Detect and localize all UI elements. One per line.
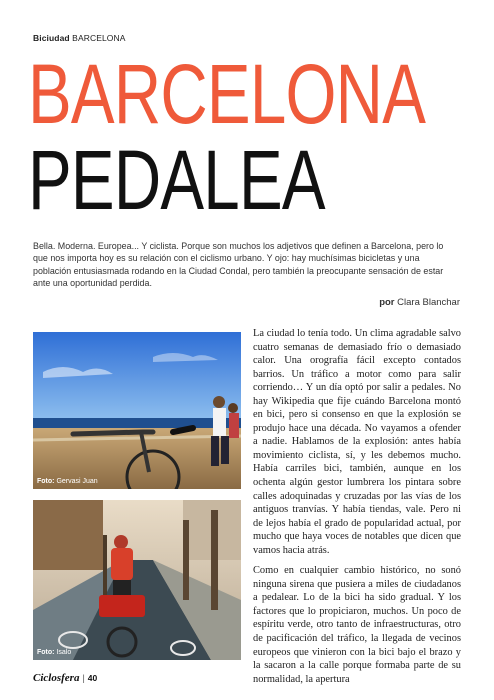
headline-line-2: PEDALEA — [28, 133, 325, 227]
body-paragraph: Como en cualquier cambio histórico, no sonó ninguna sirena que pusiera a miles de ciudadanos a pedalear. Lo de la bici ha sido gradual. Y los factores que lo propiciaron, muchos. Un poco de espíritu verde, otro tanto de infraestructuras, otro de pacificación del tráfico, la llegada de vecinos europeos que vinieron con la bici bajo el brazo y la sacaron a la calle porque formaba parte de su normalidad, la apertura — [253, 565, 461, 685]
footer-separator: | — [82, 673, 85, 683]
page-number: 40 — [87, 673, 98, 683]
page-footer — [33, 672, 97, 684]
article-body — [253, 327, 461, 693]
headline-line-1: BARCELONA — [28, 47, 426, 141]
beach-illustration — [33, 332, 241, 489]
byline-author: Clara Blanchar — [397, 297, 460, 308]
section-city: BARCELONA — [72, 33, 126, 43]
section-label: Biciudad — [33, 33, 70, 43]
byline-por: por — [379, 297, 395, 308]
photo-caption: Foto: Gervasi Juan — [37, 478, 98, 485]
section-header — [33, 33, 126, 43]
photo-caption: Foto: Isalo — [37, 649, 72, 656]
body-paragraph: La ciudad lo tenía todo. Un clima agradable salvo cuatro semanas de demasiado frío o demasiado calor. Una orografía fácil excepto contados barrios. Un tráfico a motor como para salir corriendo… Y un día optó por salir a pedales. No hay Wikipedia que fije cuándo Barcelona montó en bici, pero si consenso en que la explosión se produjo hace una década. No vayamos a ofender a nadie. Hablamos de la explosión: antes había movimiento ciclista, sí, y les debemos mucho. Había carriles bici, también, aunque en los ochenta algún gestor lumbrera los pintara sobre calles adoquinadas y cruzadas por las vías de los antiguos tranvías. Y había tiendas, vale. Pero ni de lejos había el grado de popularidad actual, por mucho que haya voces de notables que dicen que vamos hacia atrás. — [253, 328, 461, 556]
lead-paragraph: Bella. Moderna. Europea... Y ciclista. Porque son muchos los adjetivos que definen a Barcelona, pero lo que nos importa hoy es su relación con el ciclismo urbano. Y ojo: hay muchísimas bicicletas y una población entusiasmada rodando en la Ciudad Condal, pero también la preocupante sensación de estar ante una oportunidad perdida. — [33, 241, 444, 289]
magazine-logo: Ciclosfera — [33, 672, 80, 684]
bike-lane-illustration — [33, 500, 241, 660]
photo-bike-lane — [33, 500, 241, 660]
photo-beach-cyclist — [33, 332, 241, 489]
byline — [379, 297, 460, 308]
